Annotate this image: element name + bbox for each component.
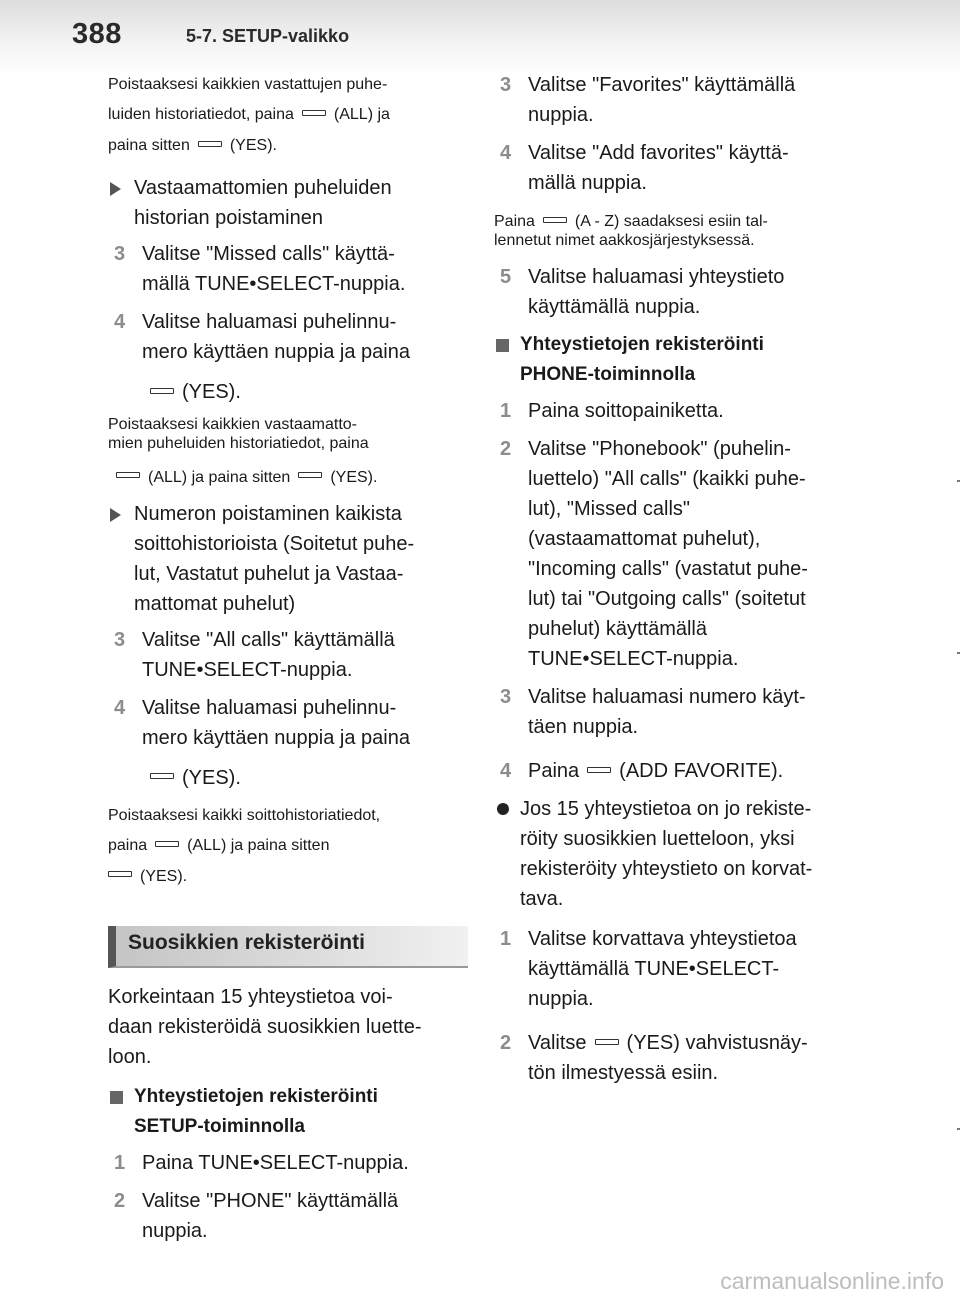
step-number: 3 (114, 243, 126, 266)
note-delete-all: Poistaaksesi kaikki soittohistoriatiedot, paina (ALL) ja paina sitten (YES). (108, 801, 468, 892)
section-banner (108, 926, 468, 968)
step-number: 3 (114, 628, 126, 651)
square-bullet-icon (110, 1091, 123, 1104)
dot-bullet-icon (497, 803, 509, 815)
step-number: 4 (500, 142, 512, 164)
button-icon (302, 110, 326, 116)
step-number: 2 (500, 438, 512, 461)
step: 3 Valitse "Favorites" käyttämällä nuppia. (494, 70, 854, 130)
step: 1 Paina TUNE•SELECT-nuppia. (108, 1148, 468, 1178)
step-number: 4 (114, 311, 126, 334)
step: 2 Valitse "PHONE" käyttämällä nuppia. (108, 1186, 468, 1246)
step: 4 Valitse haluamasi puhelinnu- mero käyttäen nuppia ja paina (YES). (108, 307, 468, 407)
step-number: 4 (500, 760, 512, 783)
bullet-note: Jos 15 yhteystietoa on jo rekiste- röity suosikkien luetteloon, yksi rekisteröity yhteystieto on korvat- tava. (494, 794, 854, 914)
intro-paragraph: Korkeintaan 15 yhteystietoa voi- daan rekisteröidä suosikkien luette- loon. (108, 985, 422, 1068)
step-number: 1 (500, 400, 512, 423)
note-delete-missed: Poistaaksesi kaikkien vastaamatto- mien puheluiden historiatiedot, paina (ALL) ja paina sitten (YES). (108, 415, 468, 487)
triangle-bullet-icon (110, 508, 121, 522)
step: 3 Valitse "All calls" käyttämällä TUNE•SELECT-nuppia. (108, 625, 468, 685)
square-bullet-icon (496, 339, 509, 352)
step-number: 2 (500, 1032, 512, 1055)
step-number: 1 (114, 1151, 126, 1174)
subheading-phone-registration: Yhteystietojen rekisteröinti PHONE-toiminnolla (494, 330, 854, 390)
yes-line: (YES). (142, 763, 468, 793)
step-number: 3 (500, 74, 512, 96)
step (494, 756, 854, 786)
step-number: 4 (114, 696, 126, 719)
note-line: paina (ALL) ja paina sitten (108, 837, 330, 855)
right-column (494, 70, 854, 1096)
note-line: paina sitten (YES). (108, 136, 277, 154)
step-number: 3 (500, 686, 512, 709)
note-line: Paina (A - Z) saadaksesi esiin tal- (494, 213, 768, 230)
button-icon (116, 472, 140, 478)
step: 4 Valitse "Add favorites" käyttä- mällä nuppia. (494, 138, 854, 198)
step-number: 5 (500, 266, 512, 289)
step-number: 1 (500, 928, 512, 951)
button-icon (587, 767, 611, 773)
button-icon (150, 388, 174, 394)
button-icon (298, 472, 322, 478)
step: 1 Valitse korvattava yhteystietoa käyttämällä TUNE•SELECT- nuppia. (494, 924, 854, 1014)
button-icon (150, 773, 174, 779)
step: 1 Paina soittopainiketta. (494, 396, 854, 426)
step-number: 2 (114, 1189, 126, 1212)
step: 3 Valitse haluamasi numero käyt- täen nuppia. (494, 682, 854, 742)
note-line: Paina (ADD FAVORITE). (528, 760, 784, 783)
banner-title: Suosikkien rekisteröinti (128, 930, 365, 954)
step: 2 Valitse (YES) vahvistusnäy- tön ilmestyessä esiin. (494, 1028, 854, 1088)
subheading-setup-registration: Yhteystietojen rekisteröinti SETUP-toiminnolla (108, 1082, 468, 1142)
note-a-z: Paina (A - Z) saadaksesi esiin tal- lennetut nimet aakkosjärjestyksessä. (494, 212, 854, 250)
subheading-delete-number: Numeron poistaminen kaikista soittohistorioista (Soitetut puhe- lut, Vastatut puhelut ja Vastaa- mattomat puhelut) (108, 499, 468, 619)
step: 3 Valitse "Missed calls" käyttä- mällä TUNE•SELECT-nuppia. (108, 239, 468, 299)
step: 5 Valitse haluamasi yhteystieto käyttämällä nuppia. (494, 262, 854, 322)
note-line: (ALL) ja paina sitten (YES). (108, 468, 468, 487)
note-line: (YES). (108, 862, 468, 892)
watermark[interactable]: carmanualsonline.info (720, 1268, 944, 1294)
note-line: Poistaaksesi kaikkien vastattujen puhe- (108, 76, 388, 93)
button-icon (155, 841, 179, 847)
button-icon (198, 141, 222, 147)
subheading-missed-calls: Vastaamattomien puheluiden historian poistaminen (108, 173, 468, 233)
step: 2 Valitse "Phonebook" (puhelin- luettelo) "All calls" (kaikki puhe- lut), "Missed calls" (vastaamattomat puhelut), "Incoming calls" (vastatut puhe- lut) tai "Outgoing calls" (soitetut puhelut) käyttämällä TUNE•SELECT-nuppia. (494, 434, 854, 674)
button-icon (108, 871, 132, 877)
note-delete-answered (108, 70, 468, 161)
button-icon (595, 1039, 619, 1045)
triangle-bullet-icon (110, 182, 121, 196)
section-title: 5-7. SETUP-valikko (186, 26, 350, 46)
yes-line: (YES). (142, 377, 468, 407)
note-line: Valitse (YES) vahvistusnäy- (528, 1032, 808, 1055)
page-number: 388 (72, 18, 122, 50)
header-bar (0, 0, 960, 76)
button-icon (543, 217, 567, 223)
note-line: luiden historiatiedot, paina (ALL) ja (108, 106, 390, 124)
left-column (108, 70, 468, 1254)
step: 4 Valitse haluamasi puhelinnu- mero käyttäen nuppia ja paina (YES). (108, 693, 468, 793)
